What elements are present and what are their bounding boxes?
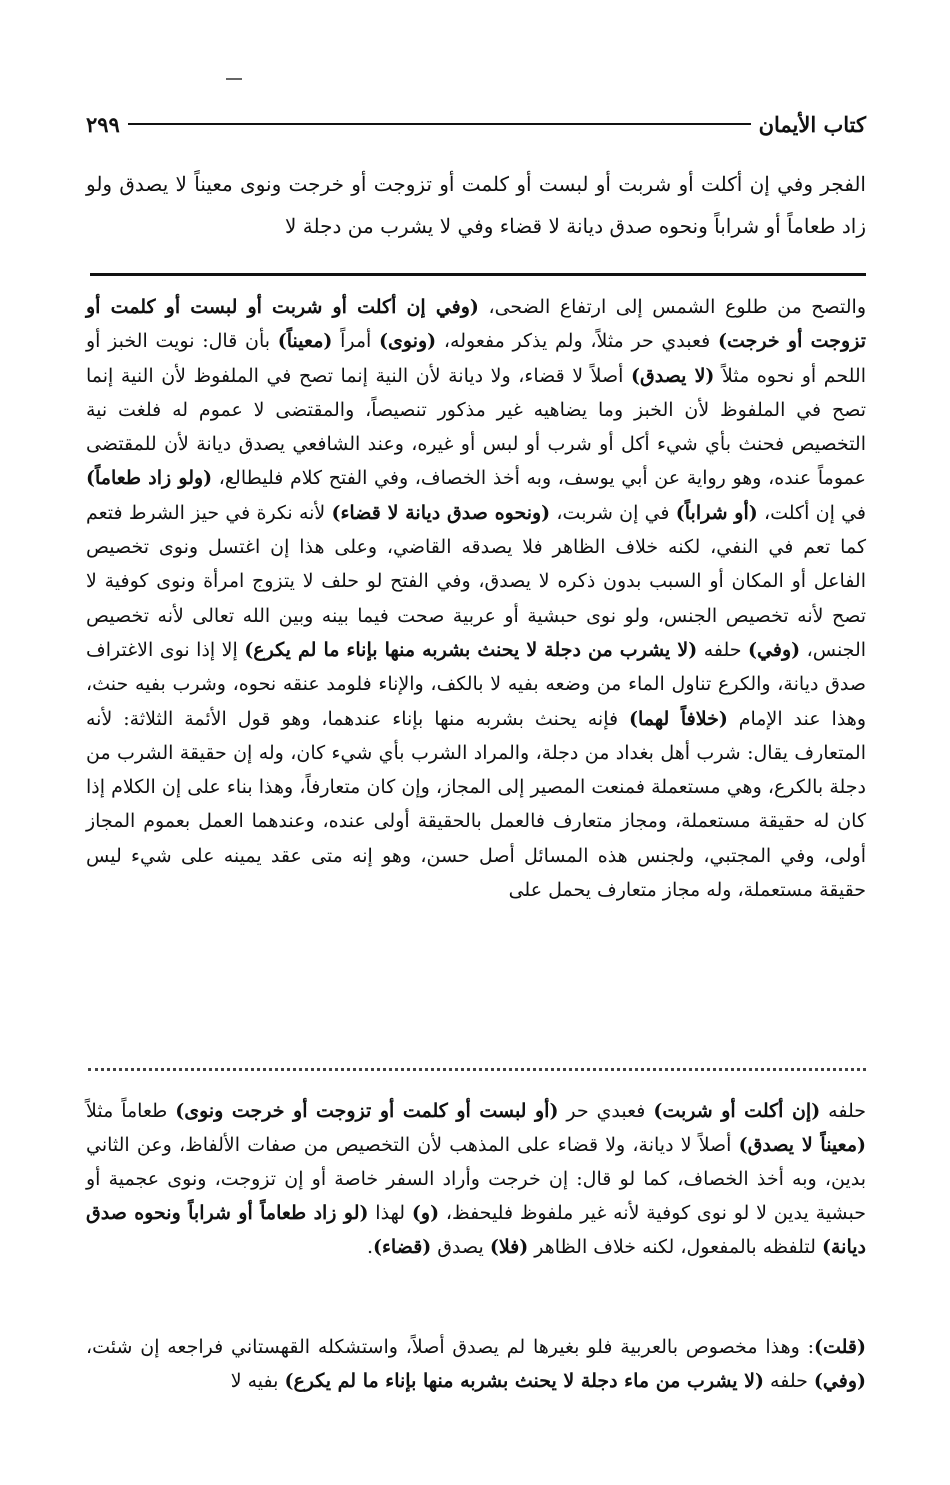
hashiya-bold-segment: (معيناً لا يصدق) (738, 1134, 867, 1156)
sharh-bold-segment: (لا يصدق) (630, 364, 715, 387)
hashiya-bold-segment: (لا يشرب من ماء دجلة لا يحنث بشربه منها بإناء ما لم يكرع) (284, 1370, 764, 1392)
sharh-segment: في إن شربت، (550, 501, 676, 524)
sharh-segment: والتصح من طلوع الشمس إلى ارتفاع الضحى، (478, 296, 866, 318)
hashiya-footnote-2 (86, 1330, 866, 1398)
header-rule (128, 123, 751, 125)
hashiya-bold-segment: (أو لبست أو كلمت أو تزوجت أو خرجت ونوى) (175, 1100, 559, 1122)
sharh-segment: إلا إذا نوى الاغتراف صدق ديانة، والكرع تناول الماء من وضعه بفيه لا بالكف، والإناء فلومد عنقه نحوه، وشرب بفيه حنث، وهذا عند الإمام (86, 638, 866, 730)
sharh-bold-segment: (ولو زاد طعاماً) (86, 467, 213, 490)
hashiya-segment: أصلاً لا ديانة، ولا قضاء على المذهب لأن التخصيص من صفات الألفاظ، وعن الثاني بدين، وبه أخذ الخصاف، كما لو قال: إن خرجت وأراد السفر خاصة أو إن تزوجت، ونوى عجمية أو حبشية يدين لا لو نوى كوفية لأنه غير ملفوظ فليحفظ، (86, 1134, 866, 1224)
hashiya-segment: فعبدي حر (558, 1100, 654, 1122)
sharh-segment: في إن أكلت، (757, 501, 866, 524)
hashiya-separator-dots (88, 1068, 866, 1071)
hashiya-bold-segment: (و) (411, 1202, 440, 1224)
sharh-bold-segment: (ونحوه صدق ديانة لا قضاء) (331, 501, 551, 524)
hashiya-footnote-1 (86, 1094, 866, 1264)
page-number: ٢٩٩ (86, 111, 120, 137)
chapter-title: كتاب الأيمان (758, 111, 866, 137)
hashiya-bold-segment: (لو زاد طعاماً أو شراباً ونحوه صدق ديانة) (86, 1202, 866, 1258)
hashiya-segment: حلفه (820, 1100, 866, 1122)
scan-mark (226, 78, 242, 80)
hashiya-segment: حلفه (764, 1370, 814, 1392)
sharh-bold-segment: (أو شراباً) (675, 501, 758, 524)
hashiya-paragraph (86, 1094, 866, 1264)
sharh-bold-segment: (وفي) (748, 638, 801, 661)
sharh-segment: أمراً (332, 330, 380, 353)
sharh-segment: فإنه يحنث بشربه منها بإناء عندهما، وهو قول الأئمة الثلاثة: لأنه المتعارف يقال: شرب أهل بغداد من دجلة، والمراد الشرب بأي شيء كان، وله إن حقيقة الشرب من دجلة بالكرع، وهي مستعملة فمنعت المصير إلى المجاز، وإن كان متعارفاً، وهذا بناء على إن الكلام إذا كان له حقيقة مستعملة، ومجاز متعارف فالعمل بالحقيقة أولى عنده، وعندهما العمل بعموم المجاز أولى، وفي المجتبي، ولجنس هذه المسائل أصل حسن، وهو إنه متى عقد يمينه على شيء ليس حقيقة مستعملة، وله مجاز متعارف يحمل على (86, 707, 866, 902)
hashiya-bold-segment: (إن أكلت أو شربت) (653, 1100, 821, 1122)
sharh-bold-segment: (ونوى) (379, 330, 437, 353)
hashiya-bold-segment: (وفي) (813, 1370, 866, 1392)
hashiya-segment: يصدق (431, 1236, 490, 1258)
sharh-segment: لأنه نكرة في حيز الشرط فتعم كما تعم في النفي، لكنه خلاف الظاهر فلا يصدقه القاضي، وعلى هذا إن اغتسل ونوى تخصيص الفاعل أو المكان أو السبب بدون ذكره لا يصدق، وفي الفتح لو حلف لا يتزوج امرأة ونوى كوفية لا تصح لأنه تخصيص الجنس، ولو نوى حبشية أو عربية صحت فيما بينه وبين الله تعالى لأنه تخصيص الجنس، (86, 501, 867, 661)
sharh-segment: فعبدي حر مثلاً، ولم يذكر مفعوله، (436, 330, 718, 353)
sharh-bold-segment: (لا يشرب من دجلة لا يحنث بشربه منها بإناء ما لم يكرع) (244, 638, 698, 661)
hashiya-segment: . (366, 1236, 373, 1258)
hashiya-segment: طعاماً مثلاً (86, 1100, 176, 1122)
hashiya-bold-segment: (قلت) (813, 1336, 866, 1358)
sharh-commentary (86, 290, 866, 907)
hashiya-segment: لهذا (368, 1202, 412, 1224)
hashiya-bold-segment: (قضاء) (373, 1236, 432, 1258)
hashiya-bold-segment: (فلا) (489, 1236, 529, 1258)
matn-text (86, 163, 866, 247)
sharh-bold-segment: (معيناً) (277, 330, 333, 353)
sharh-paragraph (86, 290, 866, 907)
sharh-segment: أصلاً لا قضاء، ولا ديانة لأن النية إنما تصح في الملفوظ لأن النية إنما تصح في الملفوظ لأن الخبز وما يضاهيه غير مذكور تنصيصاً، والمقتضى لا عموم له فلغت نية التخصيص فحنث بأي شيء أكل أو شرب أو لبس أو غيره، وعند الشافعي يصدق ديانة لأن للمقتضى عموماً عنده، وهو رواية عن أبي يوسف، وبه أخذ الخصاف، وفي الفتح كلام فليطالع، (86, 364, 866, 490)
hashiya-segment: بفيه لا (230, 1370, 285, 1392)
sharh-bold-segment: (وفي إن أكلت أو شربت أو لبست أو كلمت أو تزوجت أو خرجت) (86, 296, 866, 353)
hashiya-segment: : وهذا مخصوص بالعربية فلو بغيرها لم يصدق أصلاً، واستشكله القهستاني فراجعه إن شئت، (86, 1336, 814, 1358)
hashiya-segment: لتلفظه بالمفعول، لكنه خلاف الظاهر (528, 1236, 822, 1258)
matn-separator-rule (90, 273, 866, 276)
hashiya-paragraph (86, 1330, 866, 1398)
sharh-segment: بأن قال: نويت الخبز أو اللحم أو نحوه مثلاً (86, 330, 867, 387)
sharh-segment: حلفه (697, 638, 749, 661)
sharh-bold-segment: (خلافاً لهما) (629, 707, 728, 730)
matn-paragraph: الفجر وفي إن أكلت أو شربت أو لبست أو كلمت أو تزوجت أو خرجت ونوى معيناً لا يصدق ولو زاد طعاماً أو شراباً ونحوه صدق ديانة لا قضاء وفي لا يشرب من دجلة لا (86, 172, 866, 238)
running-header (86, 104, 866, 144)
